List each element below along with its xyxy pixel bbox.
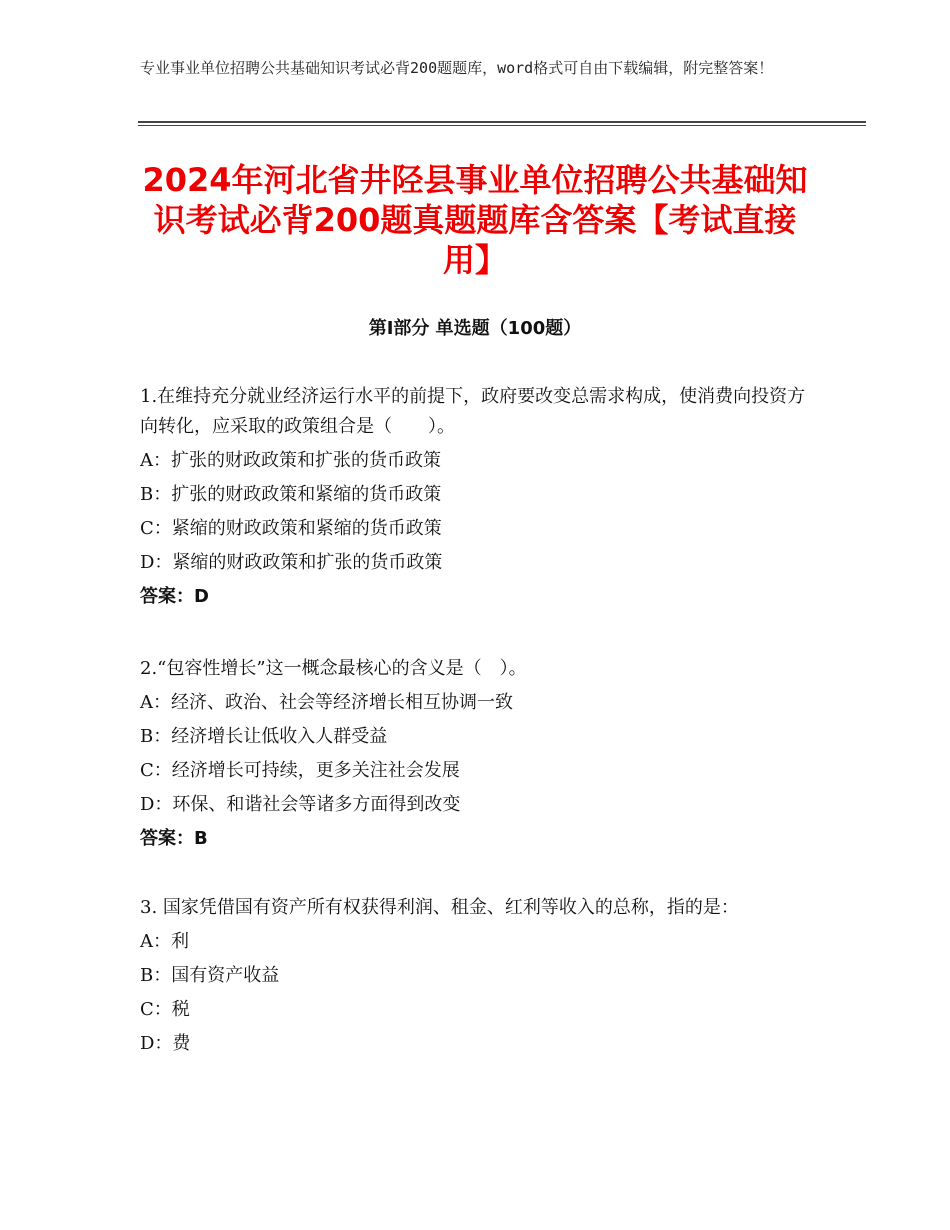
header-rule-thin xyxy=(138,125,866,126)
question-text: 2.“包容性增长”这一概念最核心的含义是（ ）。 xyxy=(140,658,527,679)
option-c: C：经济增长可持续，更多关注社会发展 xyxy=(140,760,460,781)
option-b: B：经济增长让低收入人群受益 xyxy=(140,726,388,747)
option-a: A：扩张的财政政策和扩张的货币政策 xyxy=(140,450,441,471)
question-1 xyxy=(140,382,810,612)
option-a: A：经济、政治、社会等经济增长相互协调一致 xyxy=(140,692,513,713)
question-3 xyxy=(140,893,810,1063)
option-c: C：紧缩的财政政策和紧缩的货币政策 xyxy=(140,518,442,539)
question-2 xyxy=(140,654,810,854)
question-text: 1.在维持充分就业经济运行水平的前提下，政府要改变总需求构成，使消费向投资方向转化，应采取的政策组合是（ ）。 xyxy=(140,386,806,437)
option-b: B：国有资产收益 xyxy=(140,965,280,986)
answer-text: 答案：D xyxy=(140,586,209,607)
option-a: A：利 xyxy=(140,931,189,952)
option-b: B：扩张的财政政策和紧缩的货币政策 xyxy=(140,484,442,505)
header-note: 专业事业单位招聘公共基础知识考试必背200题题库，word格式可自由下载编辑，附完整答案！ xyxy=(140,59,774,77)
option-d: D：紧缩的财政政策和扩张的货币政策 xyxy=(140,552,443,573)
question-text: 3. 国家凭借国有资产所有权获得利润、租金、红利等收入的总称，指的是： xyxy=(140,897,739,918)
document-title: 2024年河北省井陉县事业单位招聘公共基础知识考试必背200题真题题库含答案【考试直接用】 xyxy=(142,161,808,279)
header-rule-thick xyxy=(138,121,866,123)
option-d: D：环保、和谐社会等诸多方面得到改变 xyxy=(140,794,461,815)
option-d: D：费 xyxy=(140,1033,191,1054)
section-heading: 第Ⅰ部分 单选题（100题） xyxy=(368,318,582,339)
option-c: C：税 xyxy=(140,999,190,1020)
answer-text: 答案：B xyxy=(140,828,208,849)
